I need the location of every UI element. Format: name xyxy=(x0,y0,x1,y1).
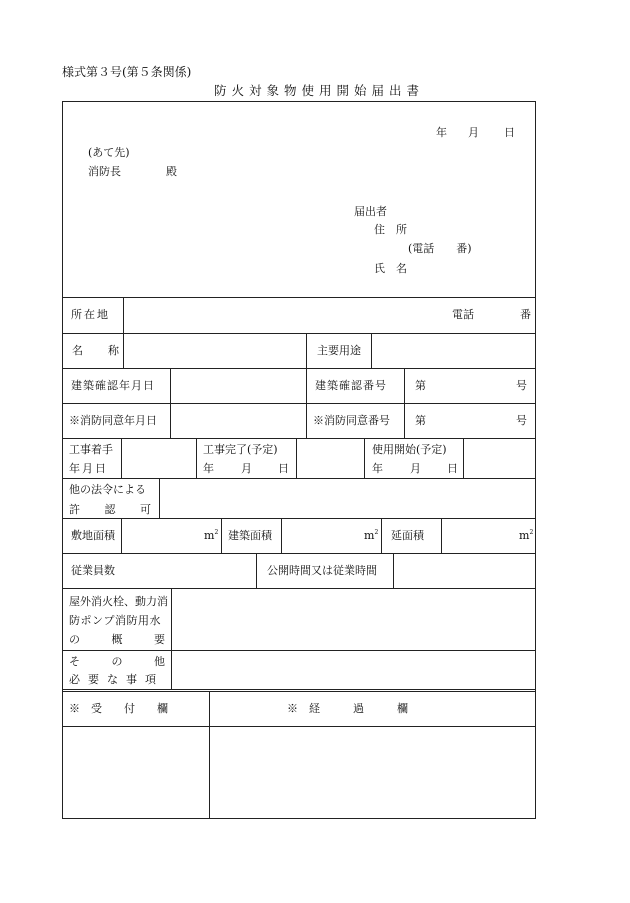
construction-end-day: 日 xyxy=(278,462,289,475)
use-start-year: 年 xyxy=(372,462,383,475)
construction-start-label: 工事着手 xyxy=(69,443,113,456)
main-use-label: 主要用途 xyxy=(317,344,361,357)
other-laws-label-1: 他の法令による xyxy=(69,483,146,496)
hydrant-label-3: の 概 要 xyxy=(69,633,165,646)
other-matters-label-2: 必要な事項 xyxy=(69,673,164,686)
build-no-suffix: 号 xyxy=(516,379,527,392)
addressee-prefix: (あて先) xyxy=(88,146,130,159)
use-start-label: 使用開始(予定) xyxy=(372,443,447,456)
honorific: 殿 xyxy=(166,165,177,178)
hours-label: 公開時間又は従業時間 xyxy=(267,564,377,577)
notifier-label: 届出者 xyxy=(354,205,387,218)
hydrant-label-1: 屋外消火栓、動力消 xyxy=(69,595,168,608)
site-area-unit: $m^2$ xyxy=(204,529,219,542)
use-start-day: 日 xyxy=(447,462,458,475)
construction-end-month: 月 xyxy=(241,462,252,475)
reception-column-label: ※ 受 付 欄 xyxy=(69,702,168,715)
building-area-unit: $m^2$ xyxy=(364,529,379,542)
use-start-month: 月 xyxy=(410,462,421,475)
fire-consent-no-label: ※消防同意番号 xyxy=(313,414,390,427)
date-month-label: 月 xyxy=(468,126,479,139)
location-phone-label: 電話 xyxy=(452,308,474,321)
progress-column-label: ※ 経 過 欄 xyxy=(287,702,408,715)
construction-end-year: 年 xyxy=(203,462,214,475)
building-area-label: 建築面積 xyxy=(228,529,272,542)
notification-form xyxy=(62,101,536,819)
location-phone-suffix: 番 xyxy=(520,308,531,321)
document-title: 防火対象物使用開始届出書 xyxy=(214,83,425,98)
fire-consent-date-label: ※消防同意年月日 xyxy=(69,414,157,427)
build-confirm-no-label: 建築確認番号 xyxy=(315,379,387,392)
construction-start-ymd: 年月日 xyxy=(69,462,108,475)
other-matters-label-1: そ の 他 xyxy=(69,655,165,668)
notifier-phone-label: (電話 番) xyxy=(408,242,472,255)
name-label-2: 称 xyxy=(108,344,119,357)
employees-label: 従業員数 xyxy=(71,564,115,577)
site-area-label: 敷地面積 xyxy=(71,529,115,542)
consent-no-prefix: 第 xyxy=(415,414,426,427)
notifier-address-label: 住 所 xyxy=(374,223,407,236)
build-no-prefix: 第 xyxy=(415,379,426,392)
floor-area-label: 延面積 xyxy=(391,529,424,542)
date-day-label: 日 xyxy=(504,126,515,139)
name-label-1: 名 xyxy=(72,344,83,357)
consent-no-suffix: 号 xyxy=(516,414,527,427)
build-confirm-date-label: 建築確認年月日 xyxy=(71,379,155,392)
floor-area-unit: $m^2$ xyxy=(519,529,534,542)
addressee: 消防長 xyxy=(88,165,121,178)
date-year-label: 年 xyxy=(436,126,447,139)
location-label: 所在地 xyxy=(71,308,110,321)
construction-end-label: 工事完了(予定) xyxy=(203,443,278,456)
hydrant-label-2: 防ポンプ消防用水 xyxy=(69,614,161,627)
notifier-name-label: 氏 名 xyxy=(374,262,407,275)
other-laws-label-2: 許 認 可 xyxy=(69,503,151,516)
form-number: 様式第３号(第５条関係) xyxy=(62,65,192,79)
